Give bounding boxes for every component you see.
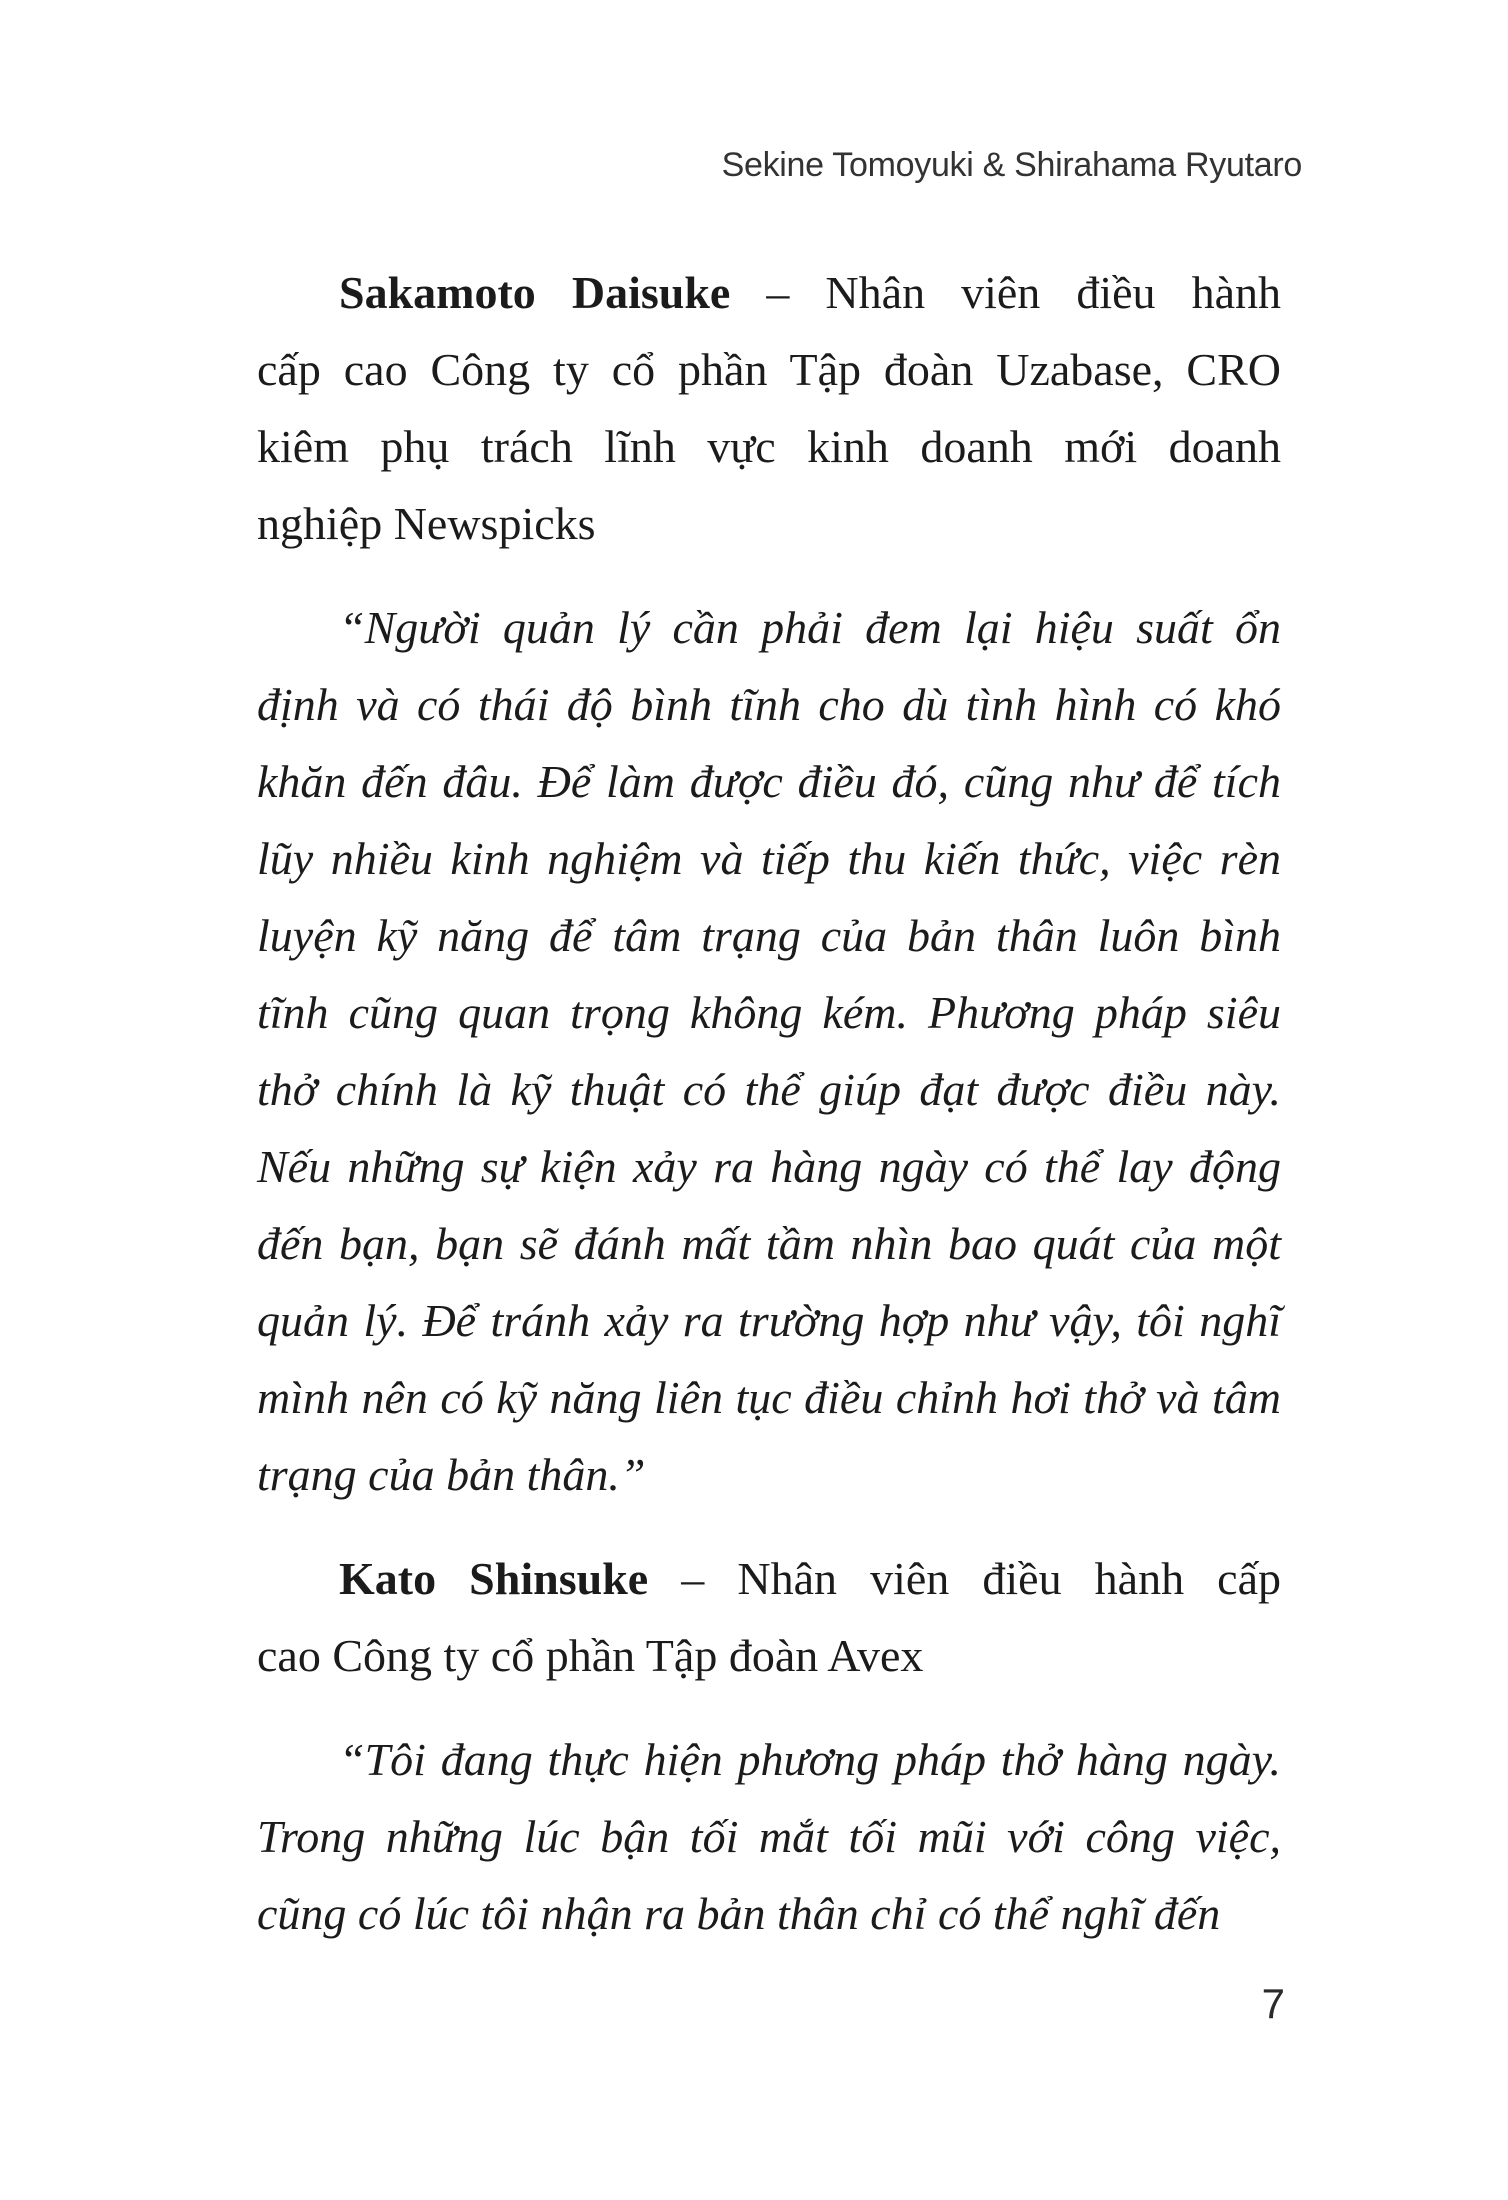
text-line: định và có thái độ bình tĩnh cho dù tình hình có khó [257,679,1281,730]
text-line: mình nên có kỹ năng liên tục điều chỉnh hơi thở và tâm [257,1372,1281,1423]
text-line: nghiệp Newspicks [257,498,596,549]
text-line: Nếu những sự kiện xảy ra hàng ngày có thể lay động [257,1141,1281,1192]
text-line: thở chính là kỹ thuật có thể giúp đạt được điều này. [257,1064,1281,1115]
text-line-rest: – Nhân viên điều hành cấp [648,1553,1281,1604]
text-line: Trong những lúc bận tối mắt tối mũi với công việc, [257,1811,1281,1862]
text-line: trạng của bản thân.” [257,1449,646,1500]
paragraph-kato-intro [257,1540,1281,1694]
text-line: đến bạn, bạn sẽ đánh mất tầm nhìn bao quát của một [257,1218,1281,1269]
text-line [257,1540,1281,1617]
paragraph-sakamoto-quote [257,589,1281,1513]
page-number: 7 [1261,1980,1285,2027]
paragraph-sakamoto-intro [257,254,1281,562]
text-line: khăn đến đâu. Để làm được điều đó, cũng như để tích [257,756,1281,807]
text-line: cũng có lúc tôi nhận ra bản thân chỉ có thể nghĩ đến [257,1888,1221,1939]
paragraph-kato-quote [257,1721,1281,1952]
text-line-rest: – Nhân viên điều hành [730,267,1282,318]
text-line: “Người quản lý cần phải đem lại hiệu suất ổn [339,602,1281,653]
speaker-name: Sakamoto Daisuke [339,267,731,318]
text-line: quản lý. Để tránh xảy ra trường hợp như vậy, tôi nghĩ [257,1295,1281,1346]
text-line: luyện kỹ năng để tâm trạng của bản thân luôn bình [257,910,1281,961]
text-line: cấp cao Công ty cổ phần Tập đoàn Uzabase, CRO [257,344,1281,395]
text-line: cao Công ty cổ phần Tập đoàn Avex [257,1630,924,1681]
text-line: kiêm phụ trách lĩnh vực kinh doanh mới doanh [257,421,1281,472]
text-line: tĩnh cũng quan trọng không kém. Phương pháp siêu [257,987,1281,1038]
text-line: lũy nhiều kinh nghiệm và tiếp thu kiến thức, việc rèn [257,833,1281,884]
running-header: Sekine Tomoyuki & Shirahama Ryutaro [721,146,1302,184]
speaker-name: Kato Shinsuke [339,1553,649,1604]
text-line: “Tôi đang thực hiện phương pháp thở hàng ngày. [339,1734,1281,1785]
page-body [257,254,1281,1952]
text-line [257,254,1281,331]
